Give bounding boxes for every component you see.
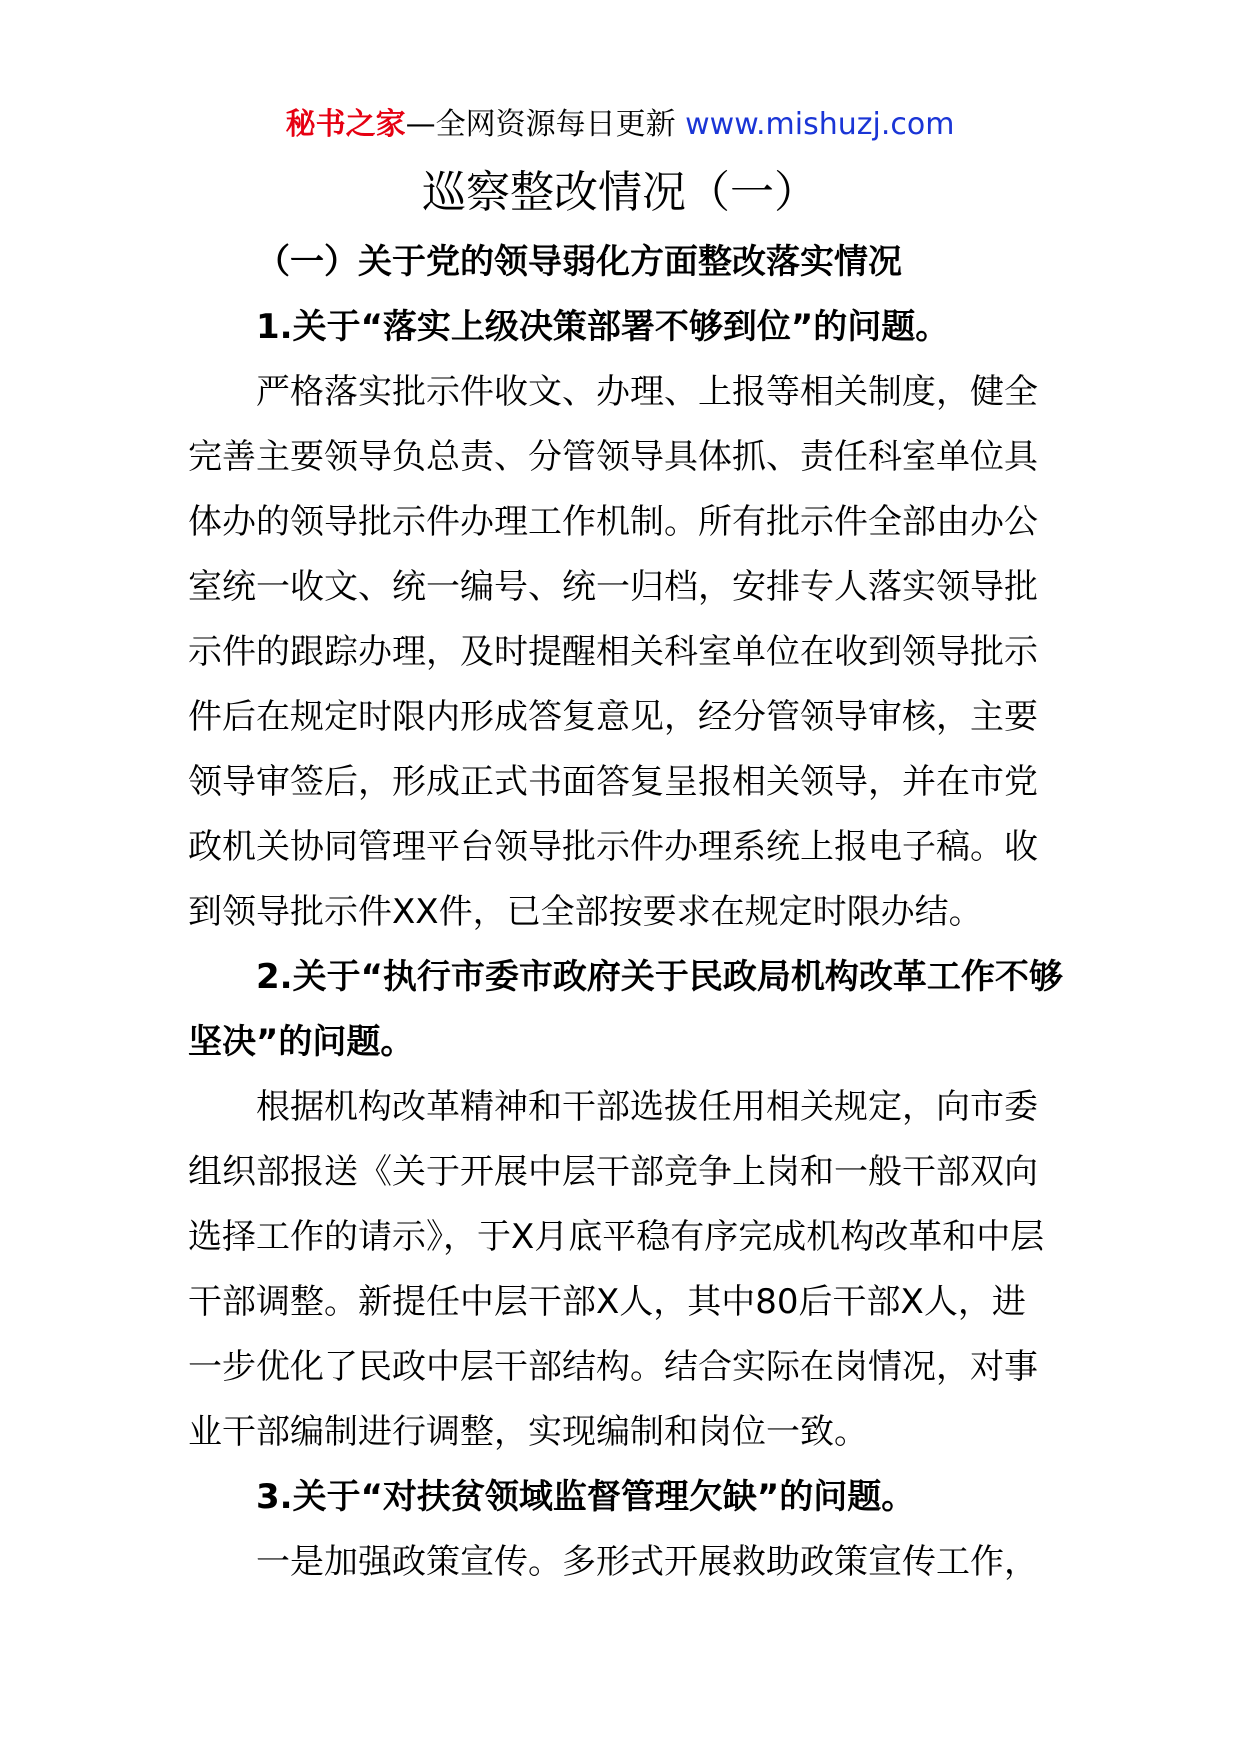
- item-heading: 3.关于“对扶贫领域监督管理欠缺”的问题。: [256, 1477, 916, 1517]
- paragraph-line: 干部调整。新提任中层干部X人，其中80后干部X人，进: [188, 1282, 1026, 1322]
- paragraph-line: 件后在规定时限内形成答复意见，经分管领导审核，主要: [188, 697, 1038, 737]
- site-header: [0, 100, 1240, 150]
- document-title: 巡察整改情况（一）: [422, 167, 818, 218]
- paragraph-line: 到领导批示件XX件，已全部按要求在规定时限办结。: [188, 892, 983, 932]
- site-url[interactable]: www.mishuzj.com: [685, 107, 955, 142]
- header-tagline: —全网资源每日更新: [405, 107, 686, 142]
- brand-name: 秘书之家: [285, 107, 406, 142]
- paragraph-line: 选择工作的请示》，于X月底平稳有序完成机构改革和中层: [188, 1217, 1045, 1257]
- paragraph-line: 室统一收文、统一编号、统一归档，安排专人落实领导批: [188, 567, 1038, 607]
- paragraph-line: 根据机构改革精神和干部选拔任用相关规定，向市委: [256, 1087, 1038, 1127]
- paragraph-line: 一是加强政策宣传。多形式开展救助政策宣传工作，: [256, 1542, 1038, 1582]
- paragraph-line: 完善主要领导负总责、分管领导具体抓、责任科室单位具: [188, 437, 1038, 477]
- paragraph-line: 业干部编制进行调整，实现编制和岗位一致。: [188, 1412, 868, 1452]
- paragraph-line: 领导审签后，形成正式书面答复呈报相关领导，并在市党: [188, 762, 1038, 802]
- paragraph-line: 组织部报送《关于开展中层干部竞争上岗和一般干部双向: [188, 1152, 1038, 1192]
- paragraph-line: 一步优化了民政中层干部结构。结合实际在岗情况，对事: [188, 1347, 1038, 1387]
- document-body: [188, 230, 1063, 1595]
- paragraph-line: 体办的领导批示件办理工作机制。所有批示件全部由办公: [188, 502, 1038, 542]
- paragraph-line: 政机关协同管理平台领导批示件办理系统上报电子稿。收: [188, 827, 1038, 867]
- item-heading: 2.关于“执行市委市政府关于民政局机构改革工作不够: [256, 957, 1063, 997]
- item-heading: 1.关于“落实上级决策部署不够到位”的问题。: [256, 307, 950, 347]
- paragraph-line: 严格落实批示件收文、办理、上报等相关制度，健全: [256, 372, 1038, 412]
- paragraph-line: 示件的跟踪办理，及时提醒相关科室单位在收到领导批示: [188, 632, 1038, 672]
- item-heading-continued: 坚决”的问题。: [188, 1022, 415, 1062]
- section-heading: （一）关于党的领导弱化方面整改落实情况: [256, 242, 902, 282]
